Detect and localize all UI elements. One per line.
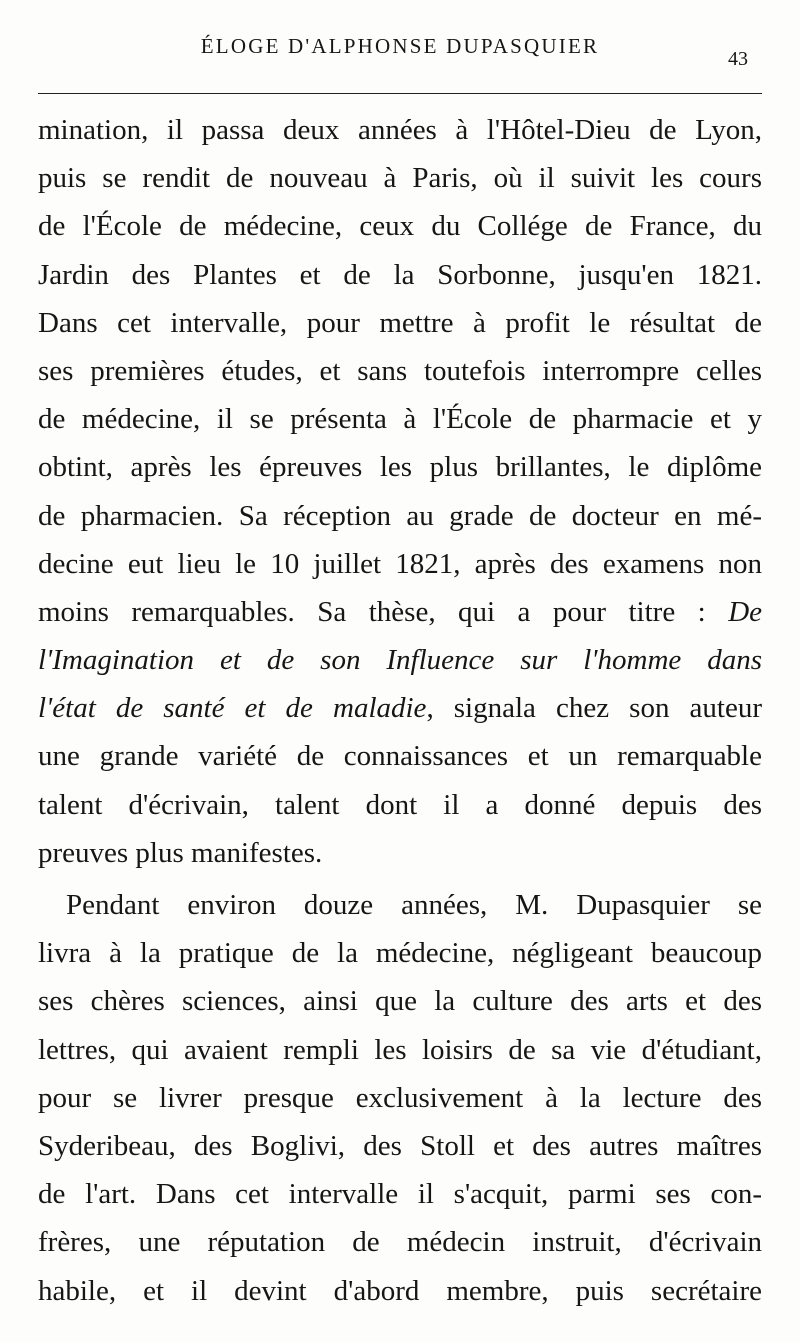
text-line: de l'art. Dans cet intervalle il s'acquit, parmi ses con-: [38, 1178, 762, 1211]
text-line: [38, 588, 762, 636]
body-text: [38, 106, 762, 1315]
italic-title-line: l'Imagination et de son Influence sur l'homme dans: [38, 644, 762, 677]
italic-title: De: [728, 595, 763, 628]
running-title: ÉLOGE D'ALPHONSE DUPASQUIER: [200, 34, 600, 58]
text-line: talent d'écrivain, talent dont il a donné depuis des: [38, 788, 762, 821]
text-line: obtint, après les épreuves les plus brillantes, le diplôme: [38, 451, 762, 484]
paragraph: [38, 881, 762, 1315]
paragraph: [38, 106, 762, 877]
text-line: de l'École de médecine, ceux du Collége de France, du: [38, 210, 762, 243]
running-head: [0, 28, 800, 68]
text-line: ses chères sciences, ainsi que la culture des arts et des: [38, 985, 762, 1018]
text-line: lettres, qui avaient rempli les loisirs de sa vie d'étudiant,: [38, 1033, 762, 1066]
text-line: frères, une réputation de médecin instruit, d'écrivain: [38, 1226, 762, 1259]
text-line: preuves plus manifestes.: [38, 836, 323, 869]
text-line: Dans cet intervalle, pour mettre à profit le résultat de: [38, 306, 762, 339]
text-line: une grande variété de connaissances et un remarquable: [38, 740, 762, 773]
header-rule: [38, 93, 762, 94]
text-line: Jardin des Plantes et de la Sorbonne, jusqu'en 1821.: [38, 258, 762, 291]
text-segment: moins remarquables. Sa thèse, qui a pour titre :: [38, 595, 706, 628]
text-line: de médecine, il se présenta à l'École de pharmacie et y: [38, 403, 762, 436]
text-line: puis se rendit de nouveau à Paris, où il suivit les cours: [38, 162, 762, 195]
text-line: [38, 684, 762, 732]
text-line: ses premières études, et sans toutefois interrompre celles: [38, 354, 762, 387]
text-line: Syderibeau, des Boglivi, des Stoll et des autres maîtres: [38, 1129, 762, 1162]
text-line: decine eut lieu le 10 juillet 1821, après des examens non: [38, 547, 762, 580]
text-line: livra à la pratique de la médecine, négligeant beaucoup: [38, 937, 762, 970]
text-line: pour se livrer presque exclusivement à la lecture des: [38, 1081, 762, 1114]
page-number: 43: [728, 48, 748, 70]
italic-title: l'état de santé et de maladie: [38, 692, 427, 725]
text-line: Pendant environ douze années, M. Dupasquier se: [66, 889, 762, 921]
text-segment: , signala chez son auteur: [426, 692, 762, 725]
text-line: de pharmacien. Sa réception au grade de docteur en mé-: [38, 499, 762, 532]
text-line: habile, et il devint d'abord membre, puis secrétaire: [38, 1274, 762, 1307]
text-line: mination, il passa deux années à l'Hôtel-Dieu de Lyon,: [38, 114, 762, 146]
